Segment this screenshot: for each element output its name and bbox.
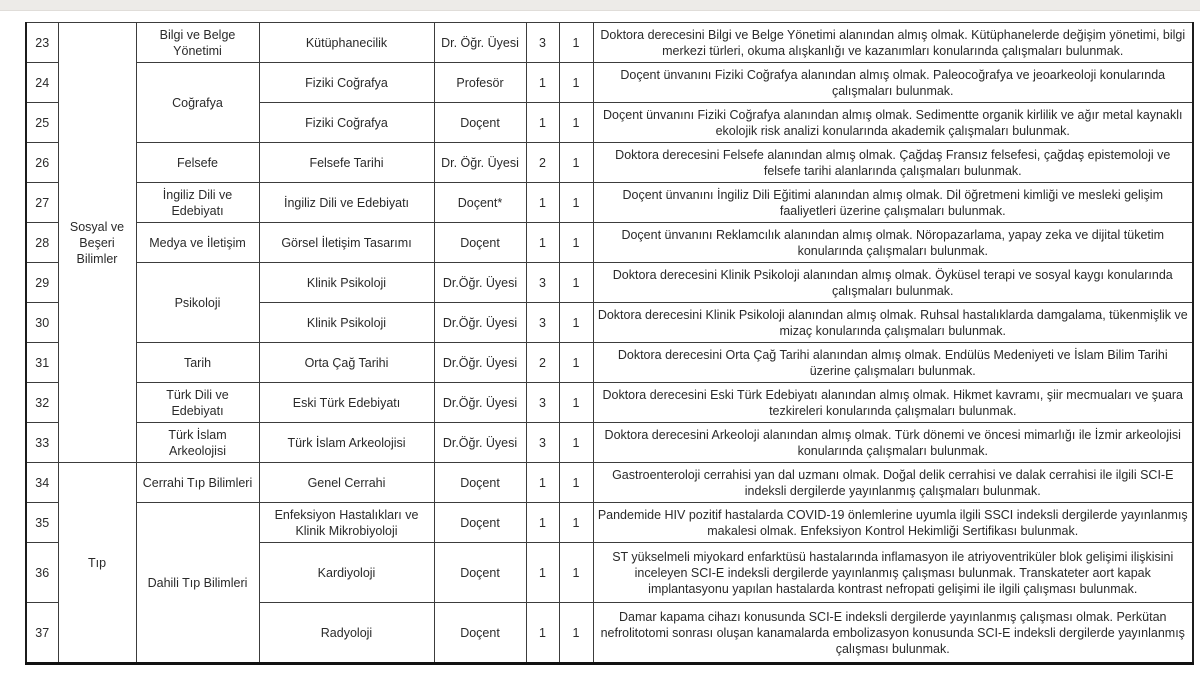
program-cell: Radyoloji (259, 603, 434, 664)
row-number-cell: 28 (26, 223, 58, 263)
academic-title-cell: Profesör (434, 63, 526, 103)
academic-title-cell: Doçent (434, 223, 526, 263)
degree-cell: 3 (526, 423, 559, 463)
academic-title-cell: Doçent* (434, 183, 526, 223)
requirement-cell: Doktora derecesini Felsefe alanından almış olmak. Çağdaş Fransız felsefesi, çağdaş epistemoloji ve felsefe tarihi alanlarında çalışmaları bulunmak. (593, 143, 1193, 183)
position-count-cell: 1 (559, 103, 593, 143)
position-count-cell: 1 (559, 543, 593, 603)
degree-cell: 1 (526, 463, 559, 503)
department-cell: Türk İslam Arkeolojisi (136, 423, 259, 463)
department-cell: Tarih (136, 343, 259, 383)
program-cell: Türk İslam Arkeolojisi (259, 423, 434, 463)
program-cell: Kütüphanecilik (259, 23, 434, 63)
department-cell: Bilgi ve Belge Yönetimi (136, 23, 259, 63)
degree-cell: 1 (526, 223, 559, 263)
department-cell: Cerrahi Tıp Bilimleri (136, 463, 259, 503)
table-row (26, 423, 1193, 463)
program-cell: Eski Türk Edebiyatı (259, 383, 434, 423)
table-row (26, 503, 1193, 543)
table-row (26, 263, 1193, 303)
department-cell: Medya ve İletişim (136, 223, 259, 263)
position-count-cell: 1 (559, 463, 593, 503)
row-number-cell: 36 (26, 543, 58, 603)
degree-cell: 1 (526, 503, 559, 543)
program-cell: Klinik Psikoloji (259, 303, 434, 343)
position-count-cell: 1 (559, 303, 593, 343)
table-row (26, 223, 1193, 263)
degree-cell: 1 (526, 183, 559, 223)
requirement-cell: Doktora derecesini Eski Türk Edebiyatı alanından almış olmak. Hikmet kavramı, şiir mecmuaları ve şuara tezkireleri konularında çalışmaları bulunmak. (593, 383, 1193, 423)
position-count-cell: 1 (559, 503, 593, 543)
degree-cell: 1 (526, 603, 559, 664)
academic-title-cell: Doçent (434, 543, 526, 603)
program-cell: Enfeksiyon Hastalıkları ve Klinik Mikrobiyoloji (259, 503, 434, 543)
job-table-body (26, 23, 1193, 664)
program-cell: Fiziki Coğrafya (259, 63, 434, 103)
degree-cell: 3 (526, 383, 559, 423)
academic-title-cell: Doçent (434, 103, 526, 143)
academic-title-cell: Doçent (434, 603, 526, 664)
position-count-cell: 1 (559, 23, 593, 63)
requirement-cell: Doktora derecesini Klinik Psikoloji alanından almış olmak. Öyküsel terapi ve sosyal kaygı konularında çalışmaları bulunmak. (593, 263, 1193, 303)
position-count-cell: 1 (559, 63, 593, 103)
requirement-cell: Damar kapama cihazı konusunda SCI-E indeksli dergilerde yayınlanmış çalışması olmak. Perkütan nefrolitotomi sonrası oluşan kanamalarda embolizasyon konusunda SCI-E indeksli dergilerde yayınlanmış çalışması bulunmak. (593, 603, 1193, 664)
program-cell: Orta Çağ Tarihi (259, 343, 434, 383)
row-number-cell: 31 (26, 343, 58, 383)
table-row (26, 343, 1193, 383)
table-row (26, 23, 1193, 63)
requirement-cell: Doçent ünvanını Fiziki Coğrafya alanından almış olmak. Sedimentte organik kirlilik ve ağır metal kaynaklı ekolojik risk analizi konularında akademik çalışmaları bulunmak. (593, 103, 1193, 143)
position-count-cell: 1 (559, 343, 593, 383)
row-number-cell: 33 (26, 423, 58, 463)
requirement-cell: Doktora derecesini Orta Çağ Tarihi alanından almış olmak. Endülüs Medeniyeti ve İslam Bilim Tarihi üzerine çalışmaları bulunmak. (593, 343, 1193, 383)
position-count-cell: 1 (559, 223, 593, 263)
requirement-cell: Doktora derecesini Klinik Psikoloji alanından almış olmak. Ruhsal hastalıklarda damgalama, tükenmişlik ve mizaç konularında çalışmaları bulunmak. (593, 303, 1193, 343)
department-cell: Coğrafya (136, 63, 259, 143)
academic-title-cell: Dr.Öğr. Üyesi (434, 343, 526, 383)
position-count-cell: 1 (559, 423, 593, 463)
position-count-cell: 1 (559, 183, 593, 223)
department-cell: Dahili Tıp Bilimleri (136, 503, 259, 664)
row-number-cell: 35 (26, 503, 58, 543)
row-number-cell: 27 (26, 183, 58, 223)
department-cell: Psikoloji (136, 263, 259, 343)
requirement-cell: Doçent ünvanını Reklamcılık alanından almış olmak. Nöropazarlama, yapay zeka ve dijital tüketim konularında çalışmaları bulunmak. (593, 223, 1193, 263)
program-cell: Genel Cerrahi (259, 463, 434, 503)
academic-title-cell: Dr.Öğr. Üyesi (434, 263, 526, 303)
academic-title-cell: Dr.Öğr. Üyesi (434, 423, 526, 463)
program-cell: Felsefe Tarihi (259, 143, 434, 183)
degree-cell: 1 (526, 543, 559, 603)
row-number-cell: 25 (26, 103, 58, 143)
academic-positions-table (25, 22, 1194, 665)
row-number-cell: 24 (26, 63, 58, 103)
table-row (26, 183, 1193, 223)
degree-cell: 1 (526, 63, 559, 103)
program-cell: Klinik Psikoloji (259, 263, 434, 303)
table-row (26, 63, 1193, 103)
window-edge-strip (0, 0, 1200, 11)
row-number-cell: 29 (26, 263, 58, 303)
department-cell: Türk Dili ve Edebiyatı (136, 383, 259, 423)
table-row (26, 383, 1193, 423)
table-row (26, 143, 1193, 183)
department-cell: İngiliz Dili ve Edebiyatı (136, 183, 259, 223)
position-count-cell: 1 (559, 143, 593, 183)
row-number-cell: 32 (26, 383, 58, 423)
requirement-cell: Doktora derecesini Arkeoloji alanından almış olmak. Türk dönemi ve öncesi mimarlığı ile İzmir arkeolojisi konularında çalışmaları bulunmak. (593, 423, 1193, 463)
academic-title-cell: Doçent (434, 503, 526, 543)
table-row (26, 463, 1193, 503)
row-number-cell: 37 (26, 603, 58, 664)
position-count-cell: 1 (559, 263, 593, 303)
requirement-cell: Gastroenteroloji cerrahisi yan dal uzmanı olmak. Doğal delik cerrahisi ve dalak cerrahisi ile ilgili SCI-E indeksli dergilerde yayınlanmış çalışmaları bulunmak. (593, 463, 1193, 503)
program-cell: Kardiyoloji (259, 543, 434, 603)
degree-cell: 2 (526, 343, 559, 383)
faculty-group-cell: Sosyal ve Beşeri Bilimler (58, 23, 136, 463)
faculty-group-cell: Tıp (58, 463, 136, 664)
row-number-cell: 23 (26, 23, 58, 63)
program-cell: İngiliz Dili ve Edebiyatı (259, 183, 434, 223)
requirement-cell: Doktora derecesini Bilgi ve Belge Yönetimi alanından almış olmak. Kütüphanelerde değişim yönetimi, bilgi merkezi türleri, okuma alışkanlığı ve kazanımları konularında çalışmaları bulunmak. (593, 23, 1193, 63)
position-count-cell: 1 (559, 383, 593, 423)
requirement-cell: Pandemide HIV pozitif hastalarda COVID-19 önlemlerine uyumla ilgili SSCI indeksli dergilerde yayınlanmış makalesi olmak. Enfeksiyon Kontrol Hekimliği Sertifikası bulunmak. (593, 503, 1193, 543)
academic-title-cell: Dr.Öğr. Üyesi (434, 383, 526, 423)
degree-cell: 3 (526, 263, 559, 303)
degree-cell: 2 (526, 143, 559, 183)
academic-title-cell: Dr. Öğr. Üyesi (434, 143, 526, 183)
position-count-cell: 1 (559, 603, 593, 664)
degree-cell: 3 (526, 23, 559, 63)
degree-cell: 3 (526, 303, 559, 343)
degree-cell: 1 (526, 103, 559, 143)
academic-title-cell: Dr. Öğr. Üyesi (434, 23, 526, 63)
row-number-cell: 34 (26, 463, 58, 503)
program-cell: Görsel İletişim Tasarımı (259, 223, 434, 263)
academic-title-cell: Dr.Öğr. Üyesi (434, 303, 526, 343)
row-number-cell: 30 (26, 303, 58, 343)
department-cell: Felsefe (136, 143, 259, 183)
row-number-cell: 26 (26, 143, 58, 183)
program-cell: Fiziki Coğrafya (259, 103, 434, 143)
requirement-cell: ST yükselmeli miyokard enfarktüsü hastalarında inflamasyon ile atriyoventriküler blok gelişimi ilişkisini inceleyen SCI-E indeksli dergilerde yayınlanmış çalışması bulunmak. Transkateter aort kapak implantasyonu yapılan hastalarda kontrast nefropati gelişimi ile ilgili çalışması bulunmak. (593, 543, 1193, 603)
academic-title-cell: Doçent (434, 463, 526, 503)
requirement-cell: Doçent ünvanını İngiliz Dili Eğitimi alanından almış olmak. Dil öğretmeni kimliği ve mesleki gelişim faaliyetleri üzerine çalışmaları bulunmak. (593, 183, 1193, 223)
requirement-cell: Doçent ünvanını Fiziki Coğrafya alanından almış olmak. Paleocoğrafya ve jeoarkeoloji konularında çalışmaları bulunmak. (593, 63, 1193, 103)
